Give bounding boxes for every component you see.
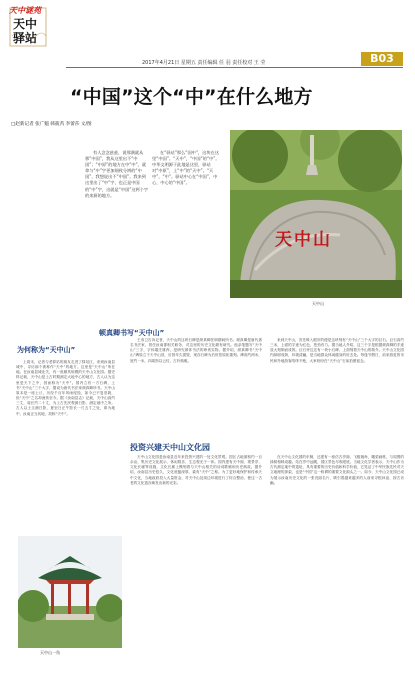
body-column-2 — [130, 338, 262, 364]
section-title — [13, 17, 43, 45]
body-column-4-text: 天中山文化园是汝南县近年来投资兴建的一处文化景观。园区占地面积约一百余亩，集历史文化展示、休闲娱乐、生态观光于一体。园内建有天中阁、观景亭、文化长廊等设施，文化长廊上镌刻着与天中山相关的诗词歌赋和历史典故。据介绍，汝南县历史悠久，文化底蕴深厚，素有“天中”之称。为了更好地保护和传承天中文化，当地政府投入大量资金，对天中山及周边环境进行了综合整治，使这一古老的文化遗存焕发出新的光彩。 — [130, 455, 262, 485]
intro-quote-left — [85, 150, 150, 199]
body-column-5-text: 在天中山文化园的东侧，还建有一座仿古亭阁，飞檐翘角，雕梁画栋，与周围的绿树相映成趣。站在亭中远眺，园区景色尽收眼底。当地文化学者表示，天中山作为古代测定地中的遗址，具有重要的历史价值和科学价值，它见证了中华民族先民对天文地理的探索，也是“中国”这一称谓的重要文化源头之一。如今，天中山文化园已成为展示汝南历史文化的一张亮丽名片，吸引着越来越多的人前来寻根问祖、探古访幽。 — [270, 455, 404, 485]
intro-quote-text-2: 在“驿站”那么“国中”，这块在这里“中国”。“天中”，“中国”的“中”。中华文明源于此地是这里，驿站对“中原”，上“中”的“天中”。“天中”，“中”。驿站中心在“中国”，中心，中心的“中国”。 — [152, 150, 220, 186]
section-title-line2: 驿站 — [13, 31, 38, 45]
byline: □赵新记者 张广魁 韩筱芮 李蕾莎 文/图 — [11, 122, 92, 127]
body-column-3-text: 来到天中山，首先映入眼帘的便是这块刻有“天中山”三个大字的巨石。巨石高约三米，上面的字迹为红色，苍劲有力。据当地人介绍，这三个字是根据颜真卿的手迹放大刻制而成的。巨石旁边还有一块小石碑，上面刻着天中山的简介。天中山文化园内绿树成荫，环境清幽，是当地群众休闲健身的好去处。每逢节假日，前来游览的市民和外地游客络绎不绝，大家纷纷在“天中山”石前拍照留念。 — [270, 338, 404, 363]
pavilion-caption: 天中山一角 — [40, 650, 60, 655]
body-column-1-text: 上周末，记者与老驿站的朋友走进了驿站区，来到汝南县城中，寻访那个被称作“天中”的地方。这里是“天中山”所在地。在汝南县城北关，有一座颇具规模的天中山文化园。据史料记载，天中山是上古时期测定大地中心的地方，古人认为这里是天下之中，因而称为“天中”。园内立有一方石碑，上书“天中山”三个大字，据说为唐代书法家颜真卿所书。天中山原本是一座土丘，历经千百年风雨侵蚀，如今已不复旧貌，但“天中”之名却流传至今。据《汝南县志》记载，天中山高约三丈，周长约二十丈，为上古先民观测日影、测定地中之所。古人以土圭测日影，夏至日正午影长一尺五寸之处，即为地中，汝南正当其地，故称“天中”。 — [16, 360, 115, 416]
stone-monument-photo — [230, 130, 402, 298]
headline: “中国”这个“中”在什么地方 — [70, 86, 313, 108]
subtitle-calligraphy: 顿真卿书写“天中山” — [99, 329, 165, 337]
pavilion-photo — [18, 536, 122, 648]
intro-quote-text-1: 有人念念兹兹，说那满就从那“中国”，我从这里出不“中国”；“中原”的地方在中“中”，就拿与“中”字更加细致分辨的“中国”，我想说出不“中国”。我来到这里出了“中”字，也正是中国的“中”字，这就是“中国”这两个字的来源的地方。 — [85, 150, 149, 198]
body-column-2-text: 王寿卫告诉记者，天中山的这块石碑是颜真卿任职期间所书。颜真卿是唐代著名书法家，曾任汝南郡相关职务，对这里的历史文化颇有研究。他亲笔题写“天中山”三字，字体端庄雄浑，是研究颜体书法的珍贵实物。据介绍，颜真卿书“天中山”碑原立于天中山顶，后因年久损毁，现存石碑为后世依原拓重刻。碑高约两米，宽约一米，四周饰以云纹，古朴典雅。 — [130, 338, 262, 363]
stone-inscription: 天中山 — [275, 230, 332, 250]
photo-caption: 天中山 — [312, 301, 324, 306]
date-line: 2017年4月21日 星期五 责任编辑 任 羽 责任校对 王 莹 — [142, 60, 266, 66]
pavilion-image — [18, 536, 122, 648]
subtitle-why-named: 为何称为“天中山” — [17, 346, 76, 354]
section-title-line1: 天中 — [13, 17, 38, 31]
body-column-3 — [270, 338, 404, 364]
body-column-1 — [16, 360, 115, 417]
body-column-5 — [270, 455, 404, 486]
stone-monument-image — [230, 130, 402, 298]
brand-name: 天中谜苑 — [9, 6, 41, 15]
body-column-4 — [130, 455, 262, 486]
intro-quote-right — [152, 150, 220, 187]
subtitle-culture-park: 投资兴建天中山文化园 — [130, 443, 210, 452]
header-rule — [66, 67, 403, 68]
page-code: B03 — [361, 52, 403, 66]
